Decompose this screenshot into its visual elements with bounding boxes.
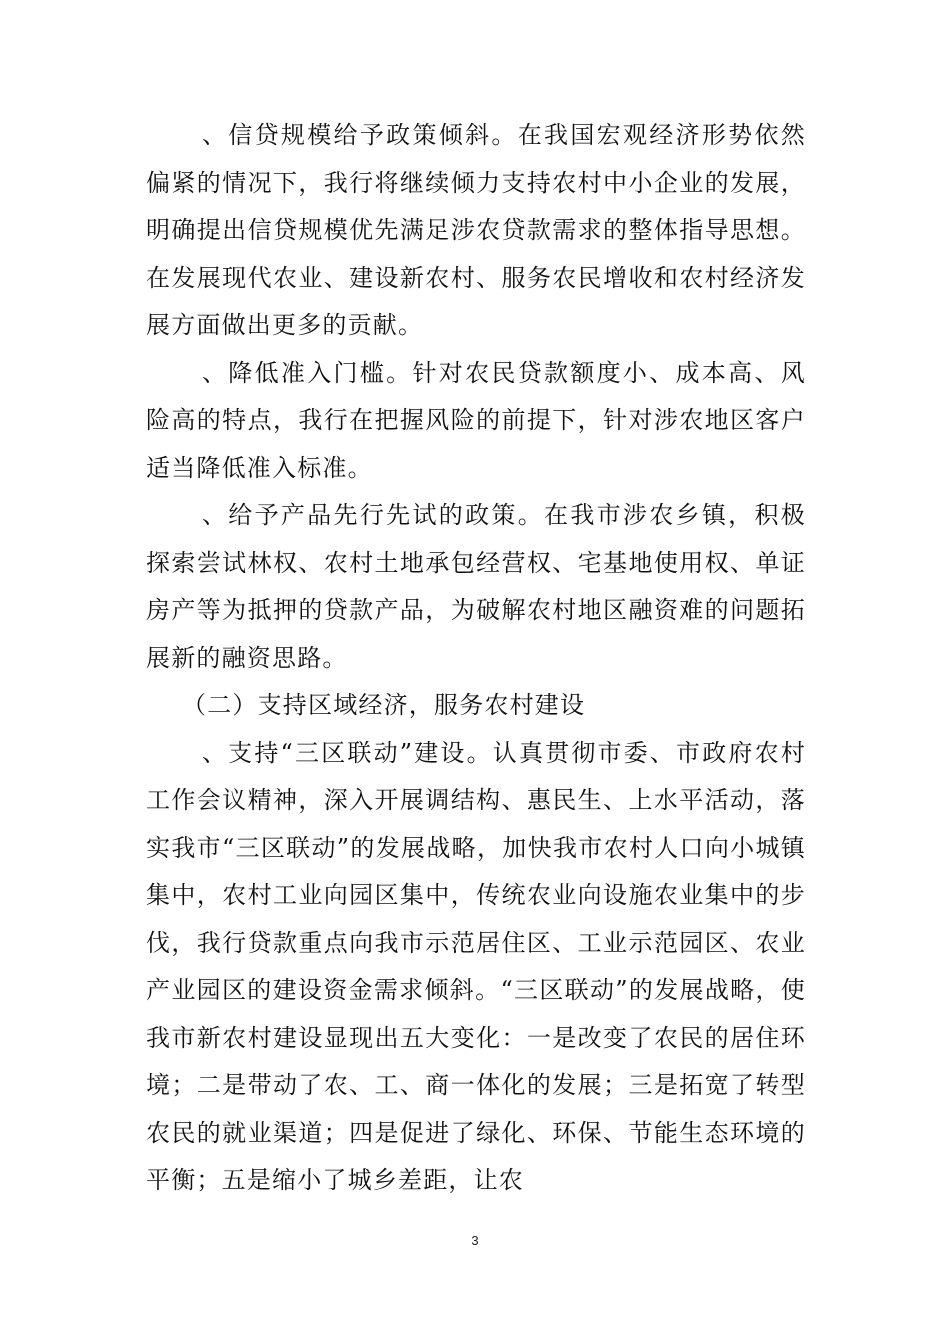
paragraph-three-zones: 、支持“三区联动”建设。认真贯彻市委、市政府农村工作会议精神，深入开展调结构、惠民生、上水平活动，落实我市“三区联动”的发展战略，加快我市农村人口向小城镇集中，农村工业向园区集中，传统农业向设施农业集中的步伐，我行贷款重点向我市示范居住区、工业示范园区、农业产业园区的建设资金需求倾斜。“三区联动”的发展战略，使我市新农村建设显现出五大变化：一是改变了农民的居住环境；二是带动了农、工、商一体化的发展；三是拓宽了转型农民的就业渠道；四是促进了绿化、环保、节能生态环境的平衡；五是缩小了城乡差距，让农 [146, 738, 806, 1194]
paragraph-entry-threshold: 、降低准入门槛。针对农民贷款额度小、成本高、风险高的特点，我行在把握风险的前提下，针对涉农地区客户适当降低准入标准。 [146, 358, 806, 482]
page-number: 3 [471, 1233, 479, 1248]
section-heading: （二）支持区域经济，服务农村建设 [182, 691, 586, 719]
document-body [146, 112, 806, 1205]
paragraph-product-trial: 、给予产品先行先试的政策。在我市涉农乡镇，积极探索尝试林权、农村土地承包经营权、宅基地使用权、单证房产等为抵押的贷款产品，为破解农村地区融资难的问题拓展新的融资思路。 [146, 501, 806, 672]
paragraph-credit-scale: 、信贷规模给予政策倾斜。在我国宏观经济形势依然偏紧的情况下，我行将继续倾力支持农村中小企业的发展，明确提出信贷规模优先满足涉农贷款需求的整体指导思想。在发展现代农业、建设新农村、服务农民增收和农村经济发展方面做出更多的贡献。 [146, 121, 806, 339]
